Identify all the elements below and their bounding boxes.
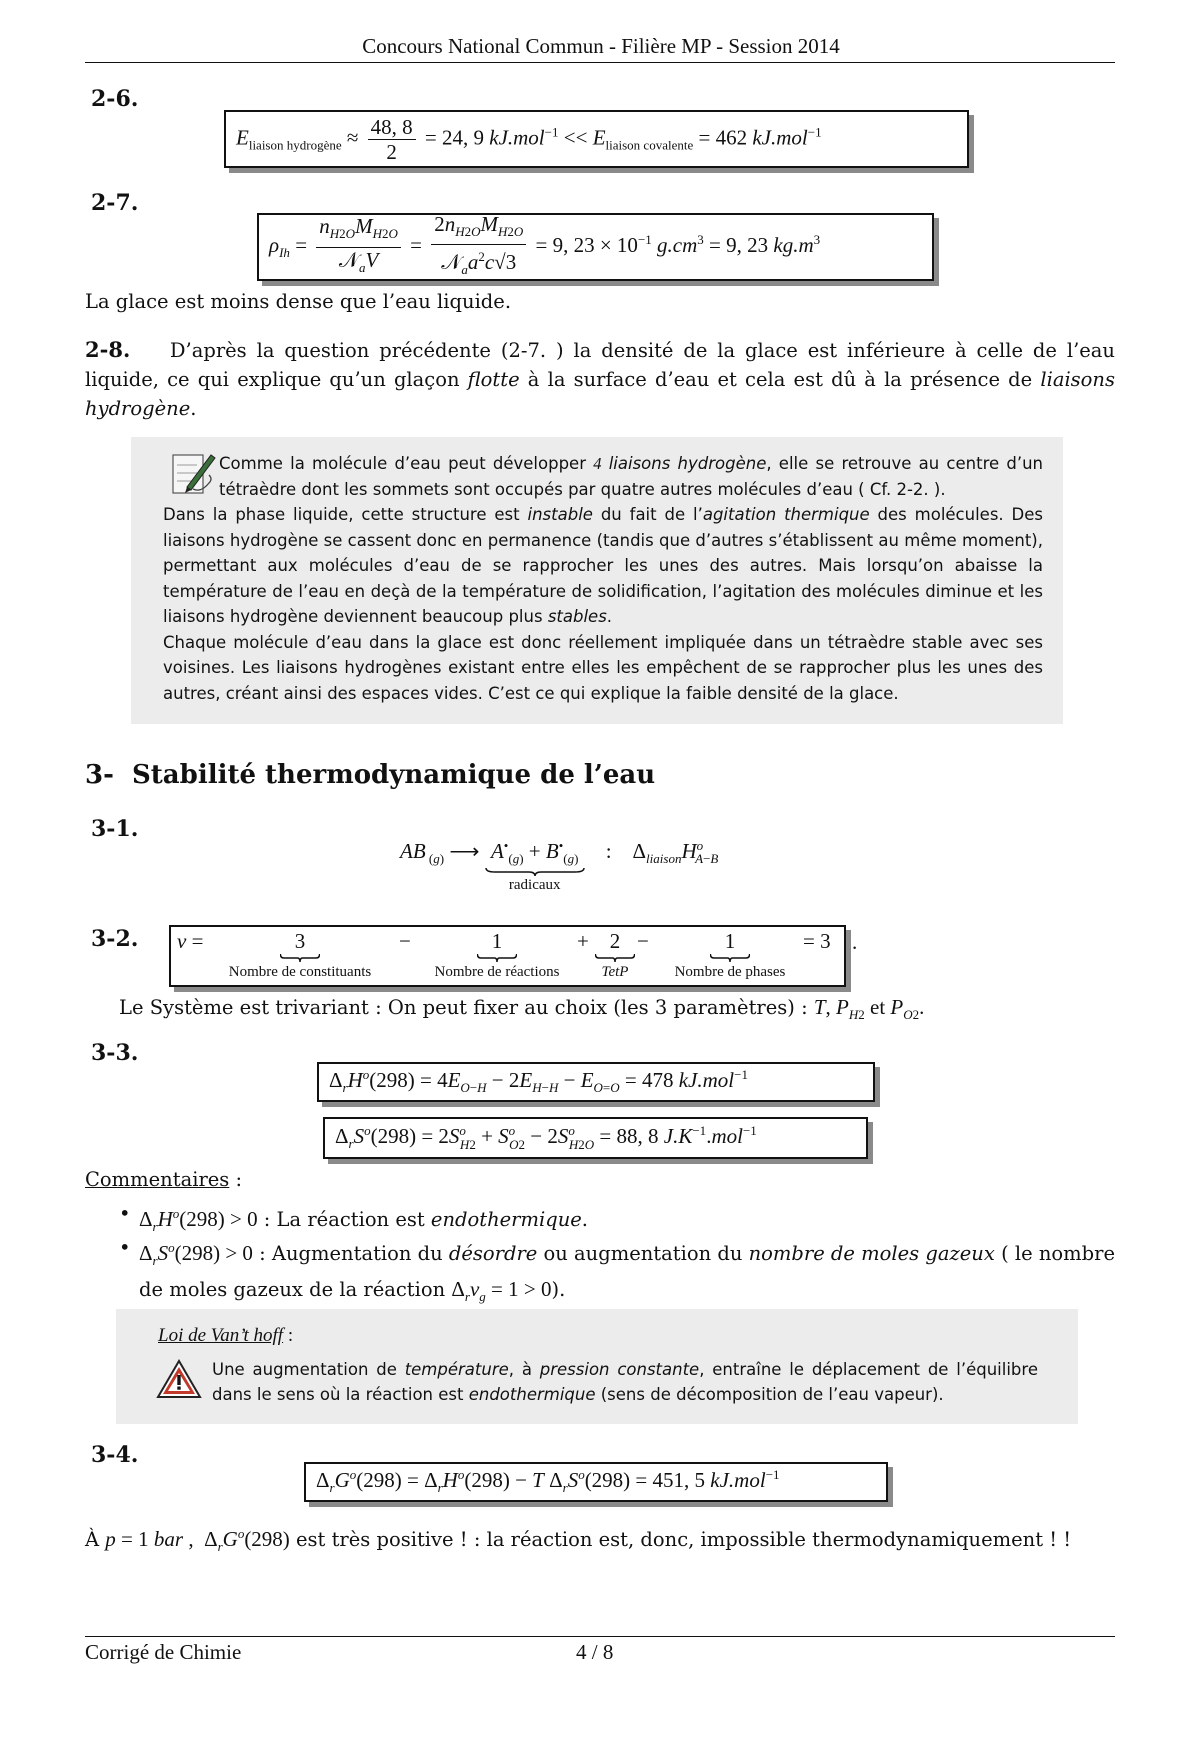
paragraph-2-8: [85, 335, 1115, 423]
remark-2-7: La glace est moins dense que l’eau liquide.: [85, 290, 512, 313]
warning-triangle-icon: [156, 1358, 202, 1400]
page-header-title: Concours National Commun - Filière MP - Session 2014: [362, 34, 840, 58]
question-number-3-4: 3-4.: [91, 1442, 139, 1468]
variance-result: = 3: [803, 929, 831, 953]
note1-paragraph-3: Chaque molécule d’eau dans la glace est donc réellement impliquée dans un tétraèdre stable avec ses voisines. Les liaisons hydrogènes existant entre elles les empêchent de se rapprocher plus les unes des autres, créant ainsi des espaces vides. C’est ce qui explique la faible densité de la glace.: [163, 632, 1043, 703]
bullet-enthalpy: • $\Delta_rH^o(298) > 0$ : La réaction est endothermique.: [119, 1202, 588, 1235]
equation-box-2-6: [224, 110, 969, 168]
vant-hoff-text: Une augmentation de température, à pression constante, entraîne le déplacement de l’équilibre dans le sens où la réaction est endothermique (sens de décomposition de l’eau vapeur).: [212, 1359, 1038, 1404]
term-phases: 1 Nombre de phases: [674, 929, 786, 980]
term-reactions: 1 Nombre de réactions: [434, 929, 560, 980]
gibbs-equation: $\Delta_rG^o(298) = \Delta_rH^o(298) - T$ $\Delta_rS^o(298) = 451$, 5 kJ.mol$^{-1}$: [316, 1467, 780, 1496]
term-temperature-pressure: 2 TetP: [595, 929, 635, 981]
footer-left: Corrigé de Chimie: [85, 1640, 242, 1664]
conclusion-3-4: À p = 1 bar , $\Delta_rG^o(298)$ est très positive ! : la réaction est, donc, impossible thermodynamiquement ! !: [85, 1526, 1072, 1555]
equation-3-1: AB $_{(g)}$ ⟶ $A^•_{(g)} + B^•_{(g)}$ radicaux : $\Delta_{liaison}H^o_{A-B}$: [400, 838, 719, 894]
equation-box-2-7: [257, 213, 934, 281]
label-radicaux: radicaux: [508, 877, 561, 894]
question-number-3-1: 3-1.: [91, 816, 139, 842]
note1-paragraph-1: Comme la molécule d’eau peut développer 4 liaisons hydrogène, elle se retrouve au centre d’un tétraèdre dont les sommets sont occupés par quatre autres molécules d’eau ( Cf. 2-2. ).: [219, 454, 1043, 499]
text-2-8-c: .: [190, 397, 197, 420]
pencil-hand-icon: [169, 449, 219, 499]
note-box-water-structure: [131, 437, 1063, 724]
emphasis-liaisons-hydrogene: liaisons hydrogène: [85, 368, 1115, 420]
section-title: Stabilité thermodynamique de l’eau: [132, 760, 656, 790]
trivariant-sentence: Le Système est trivariant : On peut fixer au choix (les 3 paramètres) : T, $P_{H2}$ et $P_{O2}$.: [119, 995, 925, 1023]
question-number-3-2: 3-2.: [91, 926, 139, 952]
text-2-8-a: D’après la question précédente (2-7. ) la densité de la glace est inférieure à celle de l’eau liquide, ce qui explique qu’un glaçon: [85, 339, 1115, 391]
footer-rule: [85, 1636, 1115, 1637]
gibbs-box: [304, 1462, 888, 1502]
text-2-8-b: à la surface d’eau et cela est dû à la présence de: [519, 368, 1041, 391]
enthalpy-box: [317, 1062, 875, 1102]
entropy-box: [323, 1117, 868, 1159]
bullet-entropy: • $\Delta_rS^o(298) > 0$ : Augmentation du désordre ou augmentation du nombre de moles gazeux ( le nombre de moles gazeux de la réaction $\Delta_r\nu_g = 1 > 0$).: [119, 1236, 1115, 1305]
radicals-underbrace: $A^•_{(g)} + B^•_{(g)}$ radicaux: [485, 838, 585, 894]
vant-hoff-title: Loi de Van’t hoff: [158, 1325, 284, 1346]
comments-heading: Commentaires :: [85, 1168, 243, 1191]
entropy-equation: $\Delta_rS^o(298) = 2S^o_{H2} + S^o_{O2} - 2S^o_{H2O} = 88$, 8 $J.K^{-1}.mol^{-1}$: [335, 1123, 757, 1152]
note-box-vant-hoff: Loi de Van’t hoff : Une augmentation de température, à pression constante, entraîne le déplacement de l’équilibre dans le sens où la réaction est endothermique (sens de décomposition de l’eau vapeur).: [116, 1309, 1078, 1424]
section-number: 3-: [85, 760, 114, 790]
enthalpy-equation: $\Delta_rH^o(298) = 4E_{O-H} - 2E_{H-H} - E_{O=O} = 478$ kJ.mol$^{-1}$: [329, 1067, 748, 1096]
question-number-2-8: 2-8.: [85, 337, 131, 362]
question-number-3-3: 3-3.: [91, 1040, 139, 1066]
note1-paragraph-2: Dans la phase liquide, cette structure est instable du fait de l’agitation thermique des molécules. Des liaisons hydrogène se cassent donc en permanence (tandis que d’autres s’établissent au même moment), permettant aux molécules d’eau de se rapprocher les unes des autres. Mais lorsqu’on abaisse la température de l’eau en deçà de la température de solidification, l’agitation des molécules diminue et les liaisons hydrogène deviennent beaucoup plus stables.: [163, 505, 1044, 626]
question-number-2-7: 2-7.: [91, 190, 139, 216]
question-number-2-6: 2-6.: [91, 86, 139, 112]
term-constituants: 3 Nombre de constituants: [228, 929, 372, 980]
header-rule: [85, 62, 1115, 63]
equation-2-7: $\rho_{Ih}$ = $\frac{n_{H2O}M_{H2O}}{𝒩_aV}$ = $\frac{2n_{H2O}M_{H2O}}{𝒩_aa^2c√3}$ = 9, $23 \times 10^{-1}$ $g.cm^3 = 9$, 23 $kg.m^3$: [269, 211, 821, 278]
equation-2-6: $E_{liaison hydrogène}$ ≈ $\frac{48, 8}{2}$ = 24, 9 $kJ.mol^{-1} << E_{liaison covalente} = 462$ kJ.mol$^{-1}$: [236, 114, 822, 164]
section-3-heading: [85, 760, 655, 790]
page-number: 4 / 8: [576, 1640, 614, 1664]
emphasis-flotte: flotte: [467, 368, 520, 391]
variance-box: v = 3 Nombre de constituants − 1 Nombre de réactions + 2 TetP − 1 Nombre de phases = 3: [169, 925, 846, 987]
